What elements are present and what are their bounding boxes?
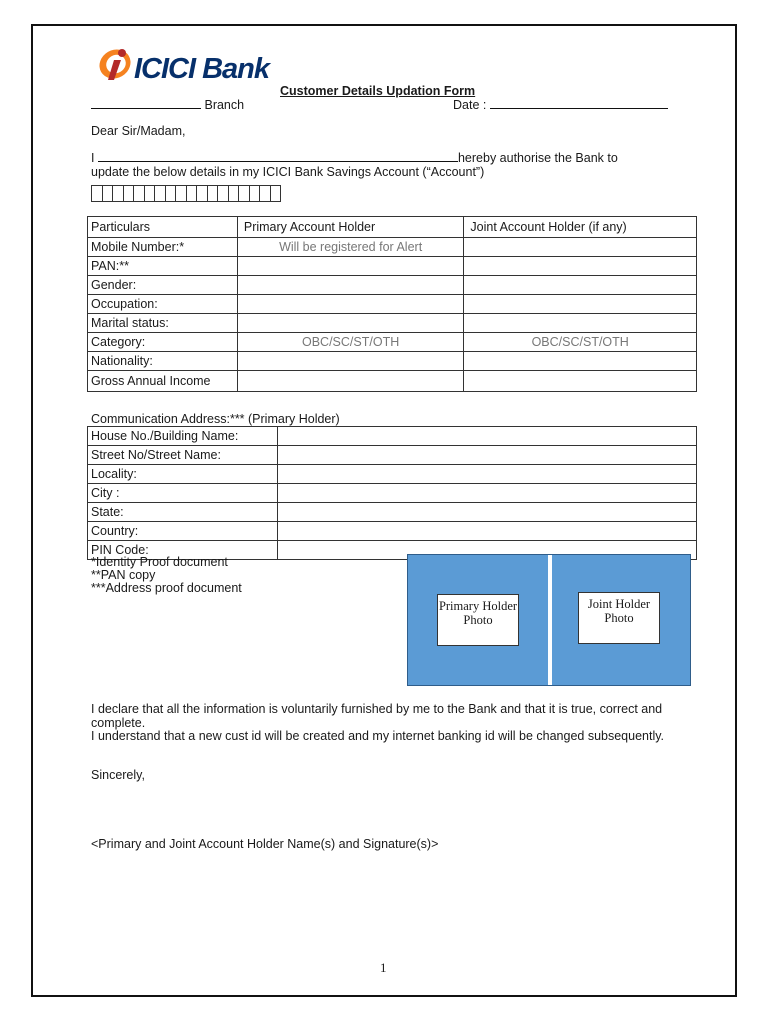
table-row — [88, 295, 697, 314]
category-primary-cell[interactable]: OBC/SC/ST/OTH — [237, 333, 464, 352]
table-row — [88, 446, 697, 465]
occupation-primary-cell[interactable] — [237, 295, 464, 314]
header-primary: Primary Account Holder — [237, 217, 464, 238]
table-row — [88, 465, 697, 484]
row-label: State: — [88, 503, 278, 522]
branch-label: Branch — [204, 98, 245, 112]
page-number: 1 — [380, 960, 387, 975]
table-row — [88, 333, 697, 352]
photo-divider — [548, 555, 552, 685]
declaration-line-1: I declare that all the information is voluntarily furnished by me to the Bank and that it is true, correct and complete. — [91, 702, 663, 730]
branch-field — [91, 98, 244, 112]
row-label: Locality: — [88, 465, 278, 484]
icici-bank-logo — [92, 38, 326, 84]
state-input-cell[interactable] — [277, 503, 696, 522]
table-row — [88, 427, 697, 446]
signature-placeholder[interactable]: <Primary and Joint Account Holder Name(s) and Signature(s)> — [91, 837, 439, 851]
pan-joint-cell[interactable] — [464, 257, 697, 276]
account-number-boxes[interactable] — [91, 185, 280, 202]
row-label: Mobile Number:* — [88, 238, 238, 257]
header-joint: Joint Account Holder (if any) — [464, 217, 697, 238]
mobile-primary-cell[interactable]: Will be registered for Alert — [237, 238, 464, 257]
authorise-text: hereby authorise the Bank to — [457, 151, 618, 165]
row-label: PAN:** — [88, 257, 238, 276]
table-row — [88, 522, 697, 541]
update-text: update the below details in my ICICI Bank Savings Account (“Account”) — [91, 165, 485, 179]
row-label: City : — [88, 484, 278, 503]
table-row — [88, 276, 697, 295]
footnote-address: ***Address proof document — [91, 581, 242, 595]
header-particulars: Particulars — [88, 217, 238, 238]
row-label: Country: — [88, 522, 278, 541]
row-label: Gender: — [88, 276, 238, 295]
details-table — [87, 216, 697, 392]
photo-panel — [407, 554, 691, 686]
occupation-joint-cell[interactable] — [464, 295, 697, 314]
gender-primary-cell[interactable] — [237, 276, 464, 295]
address-heading: Communication Address:*** (Primary Holder) — [91, 412, 340, 426]
date-field — [453, 98, 668, 112]
footnote-identity: *Identity Proof document — [91, 555, 228, 569]
row-label: Gross Annual Income — [88, 371, 238, 392]
table-header-row — [88, 217, 697, 238]
gender-joint-cell[interactable] — [464, 276, 697, 295]
income-primary-cell[interactable] — [237, 371, 464, 392]
row-label: Marital status: — [88, 314, 238, 333]
locality-input-cell[interactable] — [277, 465, 696, 484]
row-label: Category: — [88, 333, 238, 352]
table-row — [88, 503, 697, 522]
joint-holder-photo-box[interactable]: Joint Holder Photo — [578, 592, 660, 644]
row-label: Street No/Street Name: — [88, 446, 278, 465]
marital-joint-cell[interactable] — [464, 314, 697, 333]
nationality-primary-cell[interactable] — [237, 352, 464, 371]
logo-text: ICICI Bank — [134, 53, 270, 84]
mobile-joint-cell[interactable] — [464, 238, 697, 257]
form-title: Customer Details Updation Form — [280, 84, 476, 98]
street-input-cell[interactable] — [277, 446, 696, 465]
income-joint-cell[interactable] — [464, 371, 697, 392]
marital-primary-cell[interactable] — [237, 314, 464, 333]
row-label: Nationality: — [88, 352, 238, 371]
house-input-cell[interactable] — [277, 427, 696, 446]
address-table — [87, 426, 697, 560]
table-row — [88, 257, 697, 276]
authorise-line — [91, 151, 618, 165]
row-label: PIN Code: — [88, 541, 278, 560]
date-blank[interactable] — [490, 98, 668, 109]
pronoun: I — [91, 151, 95, 165]
category-joint-cell[interactable]: OBC/SC/ST/OTH — [464, 333, 697, 352]
row-label: House No./Building Name: — [88, 427, 278, 446]
table-row — [88, 238, 697, 257]
footnote-pan: **PAN copy — [91, 568, 156, 582]
table-row — [88, 314, 697, 333]
table-row — [88, 371, 697, 392]
name-blank[interactable] — [98, 151, 458, 162]
primary-holder-photo-box[interactable]: Primary Holder Photo — [437, 594, 519, 646]
pan-primary-cell[interactable] — [237, 257, 464, 276]
nationality-joint-cell[interactable] — [464, 352, 697, 371]
table-row — [88, 352, 697, 371]
closing: Sincerely, — [91, 768, 145, 782]
row-label: Occupation: — [88, 295, 238, 314]
city-input-cell[interactable] — [277, 484, 696, 503]
country-input-cell[interactable] — [277, 522, 696, 541]
branch-blank[interactable] — [91, 98, 201, 109]
date-label: Date : — [453, 98, 487, 112]
digit-box[interactable] — [270, 185, 282, 202]
salutation: Dear Sir/Madam, — [91, 124, 186, 138]
declaration-line-2: I understand that a new cust id will be created and my internet banking id will be changed subsequently. — [91, 729, 665, 743]
table-row — [88, 484, 697, 503]
